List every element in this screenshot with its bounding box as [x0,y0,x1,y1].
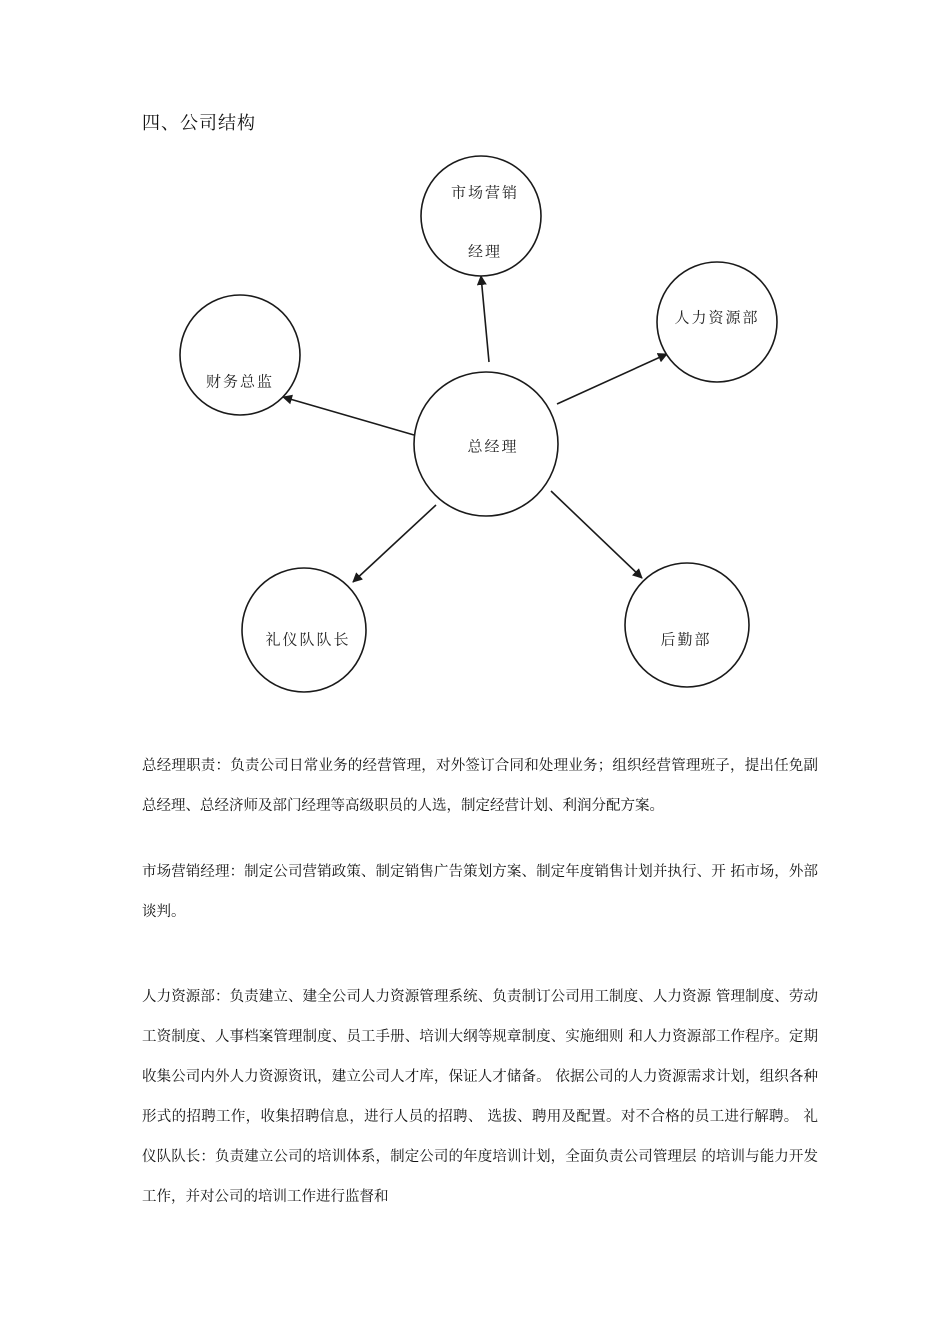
gm-duties-paragraph: 总经理职责：负责公司日常业务的经营管理，对外签订合同和处理业务；组织经营管理班子，提出任免副总经理、总经济师及部门经理等高级职员的人选，制定经营计划、利润分配方案。 [142,758,818,814]
marketing-duties-paragraph: 市场营销经理：制定公司营销政策、制定销售广告策划方案、制定年度销售计划并执行、开 拓市场，外部谈判。 [142,864,818,920]
node-etiquette [242,568,366,692]
node-finance [180,295,300,415]
node-finance-circle [180,295,300,415]
connector-to-hr [557,354,667,404]
connector-to-etiquette [353,505,436,582]
connector-to-logistics [551,491,642,578]
node-logistics [625,563,749,687]
hr-duties-paragraph: 人力资源部：负责建立、建全公司人力资源管理系统、负责制订公司用工制度、人力资源 管理制度、劳动工资制度、人事档案管理制度、员工手册、培训大纲等规章制度、实施细则 和人力资源部工作程序。定期收集公司内外人力资源资讯，建立公司人才库，保证人才储备。 依据公司的人力资源需求计划，组织各种形式的招聘工作，收集招聘信息，进行人员的招聘、 选拔、聘用及配置。对不合格的员工进行解聘。 礼仪队队长：负责建立公司的培训体系，制定公司的年度培训计划，全面负责公司管理层 的培训与能力开发工作，并对公司的培训工作进行监督和 [142,989,818,1205]
node-gm [414,372,558,516]
node-hr-label: 人力资源部 [674,308,760,327]
node-logistics-label: 后勤部 [660,630,712,649]
node-marketing [421,156,541,276]
connector-to-marketing [481,276,489,362]
node-logistics-circle [625,563,749,687]
node-etiquette-label: 礼仪队队长 [265,630,351,649]
node-marketing-label-1: 市场营销 [450,183,520,202]
section-heading: 四、公司结构 [142,113,256,134]
node-finance-label: 财务总监 [205,372,275,391]
node-gm-label: 总经理 [467,437,519,456]
node-hr [657,262,777,382]
node-marketing-label-2: 经理 [467,242,503,261]
connector-to-finance [283,397,414,435]
